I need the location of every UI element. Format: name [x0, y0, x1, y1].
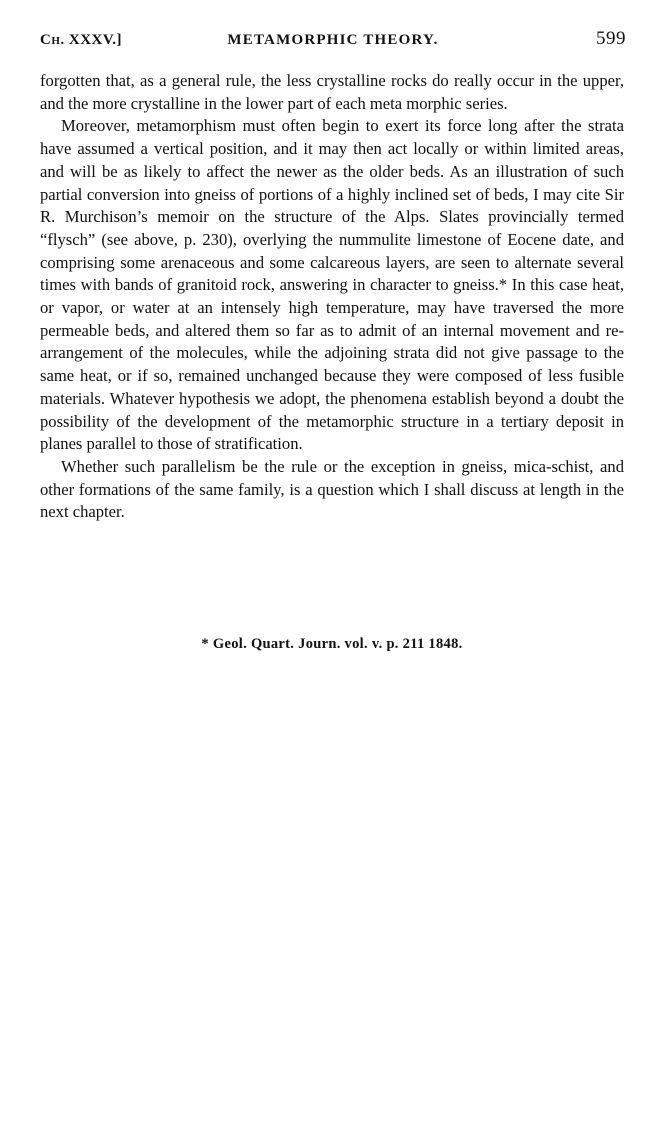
chapter-label: Ch. XXXV.]: [40, 32, 123, 48]
paragraph-metamorphism: Moreover, metamorphism must often begin to exert its force long after the strata have assumed a vertical position, and it may then act locally or within limited areas, and will be as likely to affect the newer as the older beds. As an illustration of such partial conversion into gneiss of portions of a highly inclined set of beds, I may cite Sir R. Murchison’s memoir on the structure of the Alps. Slates provincially termed “flysch” (see above, p. 230), overlying the nummulite limestone of Eocene date, and comprising some arenaceous and some calcareous layers, are seen to alternate several times with bands of granitoid rock, answering in character to gneiss.* In this case heat, or vapor, or water at an intensely high temperature, may have traversed the more permeable beds, and altered them so far as to admit of an internal movement and re-arrangement of the molecules, while the adjoining strata did not give passage to the same heat, or if so, remained unchanged because they were composed of less fusible materials. Whatever hypothesis we adopt, the phenomena establish beyond a doubt the possibility of the development of the metamorphic structure in a tertiary deposit in planes parallel to those of stratification.: [40, 116, 624, 454]
body-text: [40, 70, 624, 524]
page-number: 599: [596, 28, 626, 49]
paragraph-parallelism: Whether such parallelism be the rule or the exception in gneiss, mica-schist, and other formations of the same family, is a question which I shall discuss at length in the next chapter.: [40, 456, 624, 522]
running-title: METAMORPHIC THEORY.: [227, 32, 439, 48]
footnote: * Geol. Quart. Journ. vol. v. p. 211 1848.: [201, 636, 463, 652]
running-head: [40, 30, 626, 54]
paragraph-continuation: forgotten that, as a general rule, the less crystalline rocks do really occur in the upper, and the more crystalline in the lower part of each meta morphic series.: [40, 71, 624, 113]
